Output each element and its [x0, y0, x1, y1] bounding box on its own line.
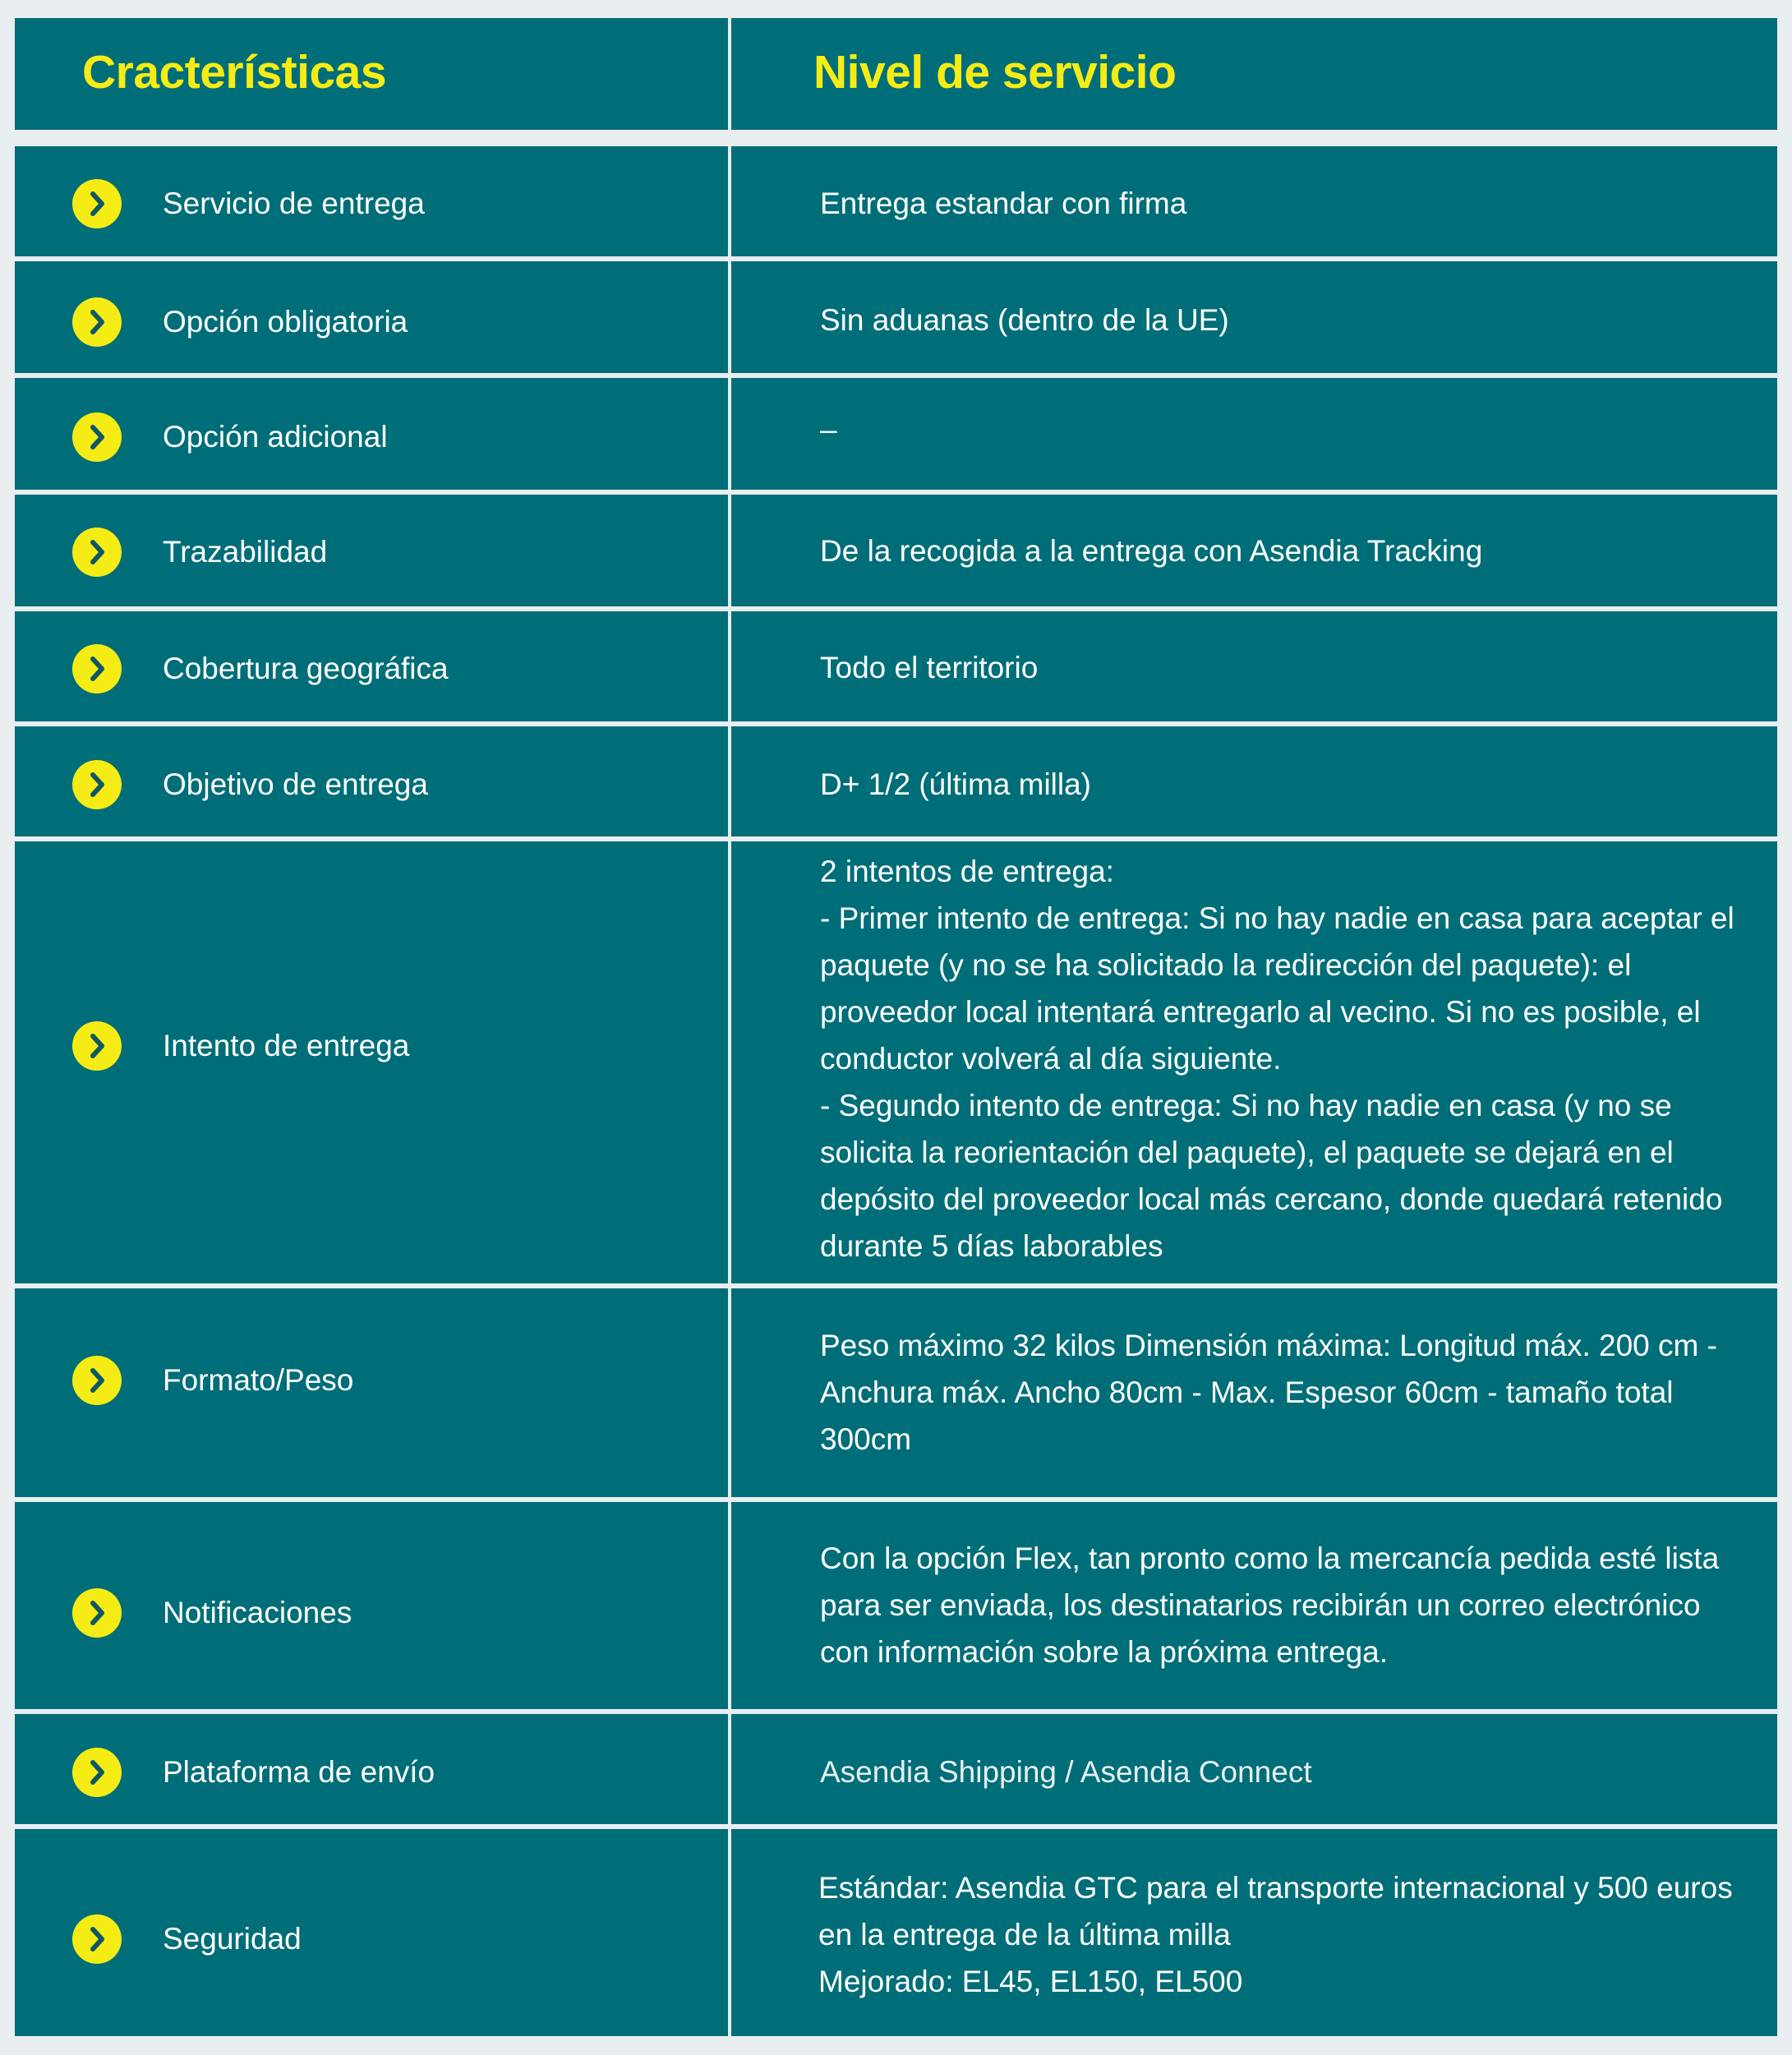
- row-label: Notificaciones: [163, 1596, 352, 1629]
- row-label: Intento de entrega: [163, 1029, 410, 1062]
- header-cell-characteristics: [15, 18, 728, 130]
- chevron-right-icon: [72, 644, 122, 693]
- chevron-right-icon: [72, 1356, 122, 1405]
- row-label-cell: [15, 1829, 728, 2036]
- chevron-right-icon: [72, 1588, 122, 1638]
- row-value: Con la opción Flex, tan pronto como la mercancía pedida esté lista para ser enviada, los destinatarios recibirán un correo electrónico con información sobre la próxima entrega.: [820, 1541, 1720, 1669]
- row-label: Opción adicional: [163, 420, 388, 454]
- row-label-cell: [15, 495, 728, 606]
- row-label: Servicio de entrega: [163, 187, 425, 220]
- row-label: Opción obligatoria: [163, 305, 408, 339]
- chevron-right-icon: [72, 1748, 122, 1797]
- chevron-right-icon: [72, 1021, 122, 1071]
- row-label-cell: [15, 1288, 728, 1497]
- row-value: 2 intentos de entrega: - Primer intento de entrega: Si no hay nadie en casa para aceptar el paquete (y no se ha solicitado la redirección del paquete): el proveedor local intentará entregarlo al vecino. Si no es posible, el conductor volverá al día siguiente. - Segundo intento de entrega: Si no hay nadie en casa (y no se solicita la reorientación del paquete), el paquete se dejará en el depósito del proveedor local más cercano, donde quedará retenido durante 5 días laborables: [820, 855, 1734, 1263]
- row-value: De la recogida a la entrega con Asendia Tracking: [820, 534, 1483, 568]
- row-label: Plataforma de envío: [163, 1755, 435, 1789]
- row-value: –: [820, 412, 837, 446]
- row-label: Formato/Peso: [163, 1363, 354, 1397]
- row-value: Estándar: Asendia GTC para el transporte internacional y 500 euros en la entrega de la última milla Mejorado: EL45, EL150, EL500: [818, 1871, 1733, 1998]
- row-value: Peso máximo 32 kilos Dimensión máxima: Longitud máx. 200 cm - Anchura máx. Ancho 80cm - Max. Espesor 60cm - tamaño total 300cm: [820, 1329, 1717, 1456]
- row-label: Seguridad: [163, 1922, 302, 1956]
- header-characteristics: Cracterísticas: [82, 46, 387, 99]
- chevron-right-icon: [72, 297, 122, 347]
- chevron-right-icon: [72, 412, 122, 462]
- row-label: Cobertura geográfica: [163, 652, 449, 685]
- header-cell-service-level: [731, 18, 1777, 130]
- row-label: Objetivo de entrega: [163, 767, 428, 801]
- chevron-right-icon: [72, 528, 122, 577]
- row-value: Entrega estandar con firma: [820, 187, 1187, 220]
- row-label-cell: [15, 841, 728, 1283]
- row-value: D+ 1/2 (última milla): [820, 767, 1092, 801]
- row-value: Asendia Shipping / Asendia Connect: [820, 1755, 1312, 1789]
- row-value: Todo el territorio: [820, 651, 1039, 684]
- row-label: Trazabilidad: [163, 535, 328, 569]
- chevron-right-icon: [72, 179, 122, 228]
- chevron-right-icon: [72, 1914, 122, 1964]
- row-label-cell: [15, 1502, 728, 1709]
- header-service-level: Nivel de servicio: [813, 46, 1177, 99]
- chevron-right-icon: [72, 760, 122, 809]
- row-value: Sin aduanas (dentro de la UE): [820, 303, 1229, 337]
